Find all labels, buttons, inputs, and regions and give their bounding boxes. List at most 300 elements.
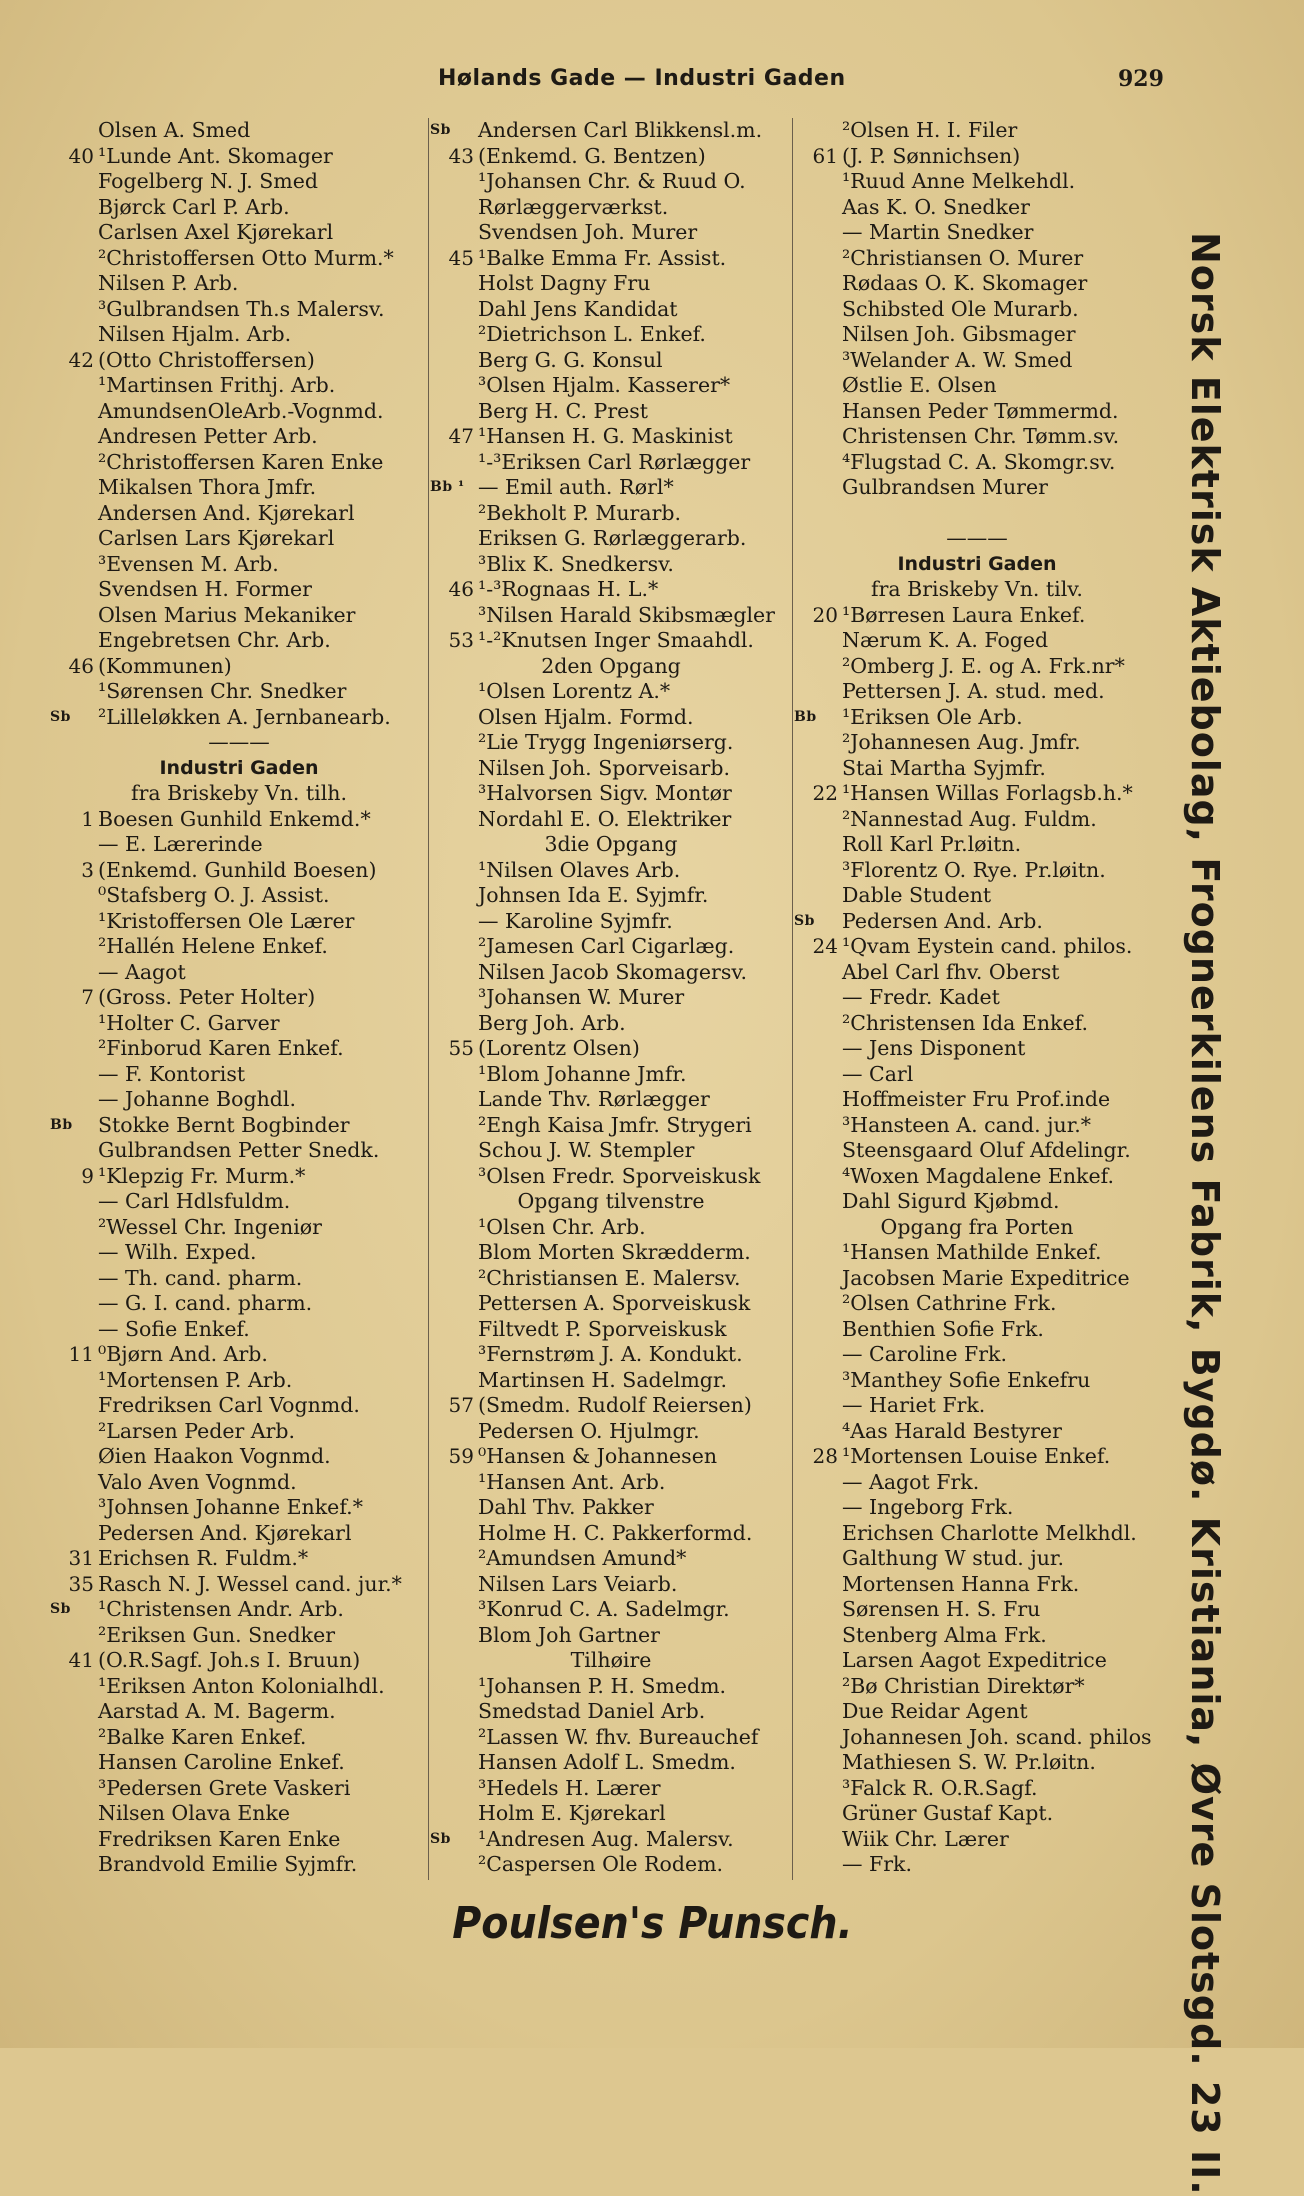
directory-entry bbox=[430, 654, 792, 680]
directory-entry bbox=[430, 1164, 792, 1190]
resident-entry: ²Eriksen Gun. Snedker bbox=[98, 1622, 336, 1647]
section-heading: 2den Opgang bbox=[541, 653, 681, 678]
directory-entry bbox=[50, 501, 428, 527]
resident-entry: — Ingeborg Frk. bbox=[842, 1495, 1014, 1519]
section-heading: ——— bbox=[946, 526, 1008, 550]
house-number: 41 bbox=[68, 1648, 94, 1672]
directory-entry bbox=[794, 220, 1160, 246]
directory-entry bbox=[794, 730, 1160, 756]
house-number: 35 bbox=[68, 1571, 94, 1596]
directory-entry bbox=[430, 322, 792, 348]
resident-entry: Steensgaard Oluf Afdelingr. bbox=[842, 1138, 1131, 1162]
directory-entry bbox=[50, 781, 428, 807]
directory-entry bbox=[430, 781, 792, 807]
resident-entry: Berg G. G. Konsul bbox=[478, 347, 663, 372]
house-number: Bb bbox=[50, 1116, 73, 1133]
directory-entry bbox=[794, 552, 1160, 578]
resident-entry: Pedersen O. Hjulmgr. bbox=[478, 1418, 700, 1443]
directory-entry bbox=[430, 271, 792, 297]
resident-entry: ²Lilleløkken A. Jernbanearb. bbox=[98, 704, 391, 729]
directory-entry bbox=[794, 348, 1160, 374]
directory-entry bbox=[430, 1495, 792, 1521]
resident-entry: ¹Martinsen Frithj. Arb. bbox=[98, 373, 336, 397]
directory-entry bbox=[430, 1419, 792, 1445]
house-number: Sb bbox=[50, 708, 71, 725]
section-heading: Opgang fra Porten bbox=[880, 1214, 1074, 1239]
side-advertisement-text: Norsk Elektrisk Aktiebolag, Frognerkilens Fabrik, Bygdø. Kristiania, Øvre Slotsgd. 23 II. bbox=[1183, 232, 1227, 2196]
resident-entry: — Aagot Frk. bbox=[842, 1469, 980, 1494]
directory-entry bbox=[794, 628, 1160, 654]
directory-entry bbox=[430, 1750, 792, 1776]
directory-entry bbox=[794, 1852, 1160, 1878]
directory-entry bbox=[794, 909, 1160, 935]
directory-entry bbox=[794, 195, 1160, 221]
directory-entry bbox=[430, 552, 792, 578]
directory-entry bbox=[50, 1189, 428, 1215]
resident-entry: ³Fernstrøm J. A. Kondukt. bbox=[478, 1342, 743, 1366]
resident-entry: ²Dietrichson L. Enkef. bbox=[478, 322, 706, 346]
section-heading: fra Briskeby Vn. tilh. bbox=[131, 781, 347, 805]
resident-entry: — Fredr. Kadet bbox=[842, 985, 1000, 1009]
directory-entry bbox=[50, 1750, 428, 1776]
resident-entry: Christensen Chr. Tømm.sv. bbox=[842, 424, 1120, 448]
directory-entry bbox=[50, 373, 428, 399]
directory-entry bbox=[430, 934, 792, 960]
directory-entry bbox=[794, 1342, 1160, 1368]
house-number: 31 bbox=[68, 1546, 94, 1570]
resident-entry: Nilsen Jacob Skomagersv. bbox=[478, 959, 748, 984]
directory-entry bbox=[430, 169, 792, 195]
directory-entry bbox=[794, 1011, 1160, 1037]
directory-entry bbox=[794, 297, 1160, 323]
resident-entry: — Carl Hdlsfuldm. bbox=[98, 1189, 291, 1213]
directory-entry bbox=[794, 1393, 1160, 1419]
resident-entry: ⁴Aas Harald Bestyrer bbox=[842, 1418, 1062, 1443]
resident-entry: — G. I. cand. pharm. bbox=[98, 1291, 313, 1315]
directory-entry bbox=[430, 577, 792, 603]
directory-entry bbox=[794, 1623, 1160, 1649]
directory-entry bbox=[794, 1750, 1160, 1776]
directory-entry bbox=[430, 832, 792, 858]
directory-entry bbox=[794, 526, 1160, 552]
directory-entry bbox=[794, 1776, 1160, 1802]
resident-entry: ²Balke Karen Enkef. bbox=[98, 1724, 307, 1749]
resident-entry: ⁴Flugstad C. A. Skomgr.sv. bbox=[842, 449, 1116, 474]
resident-entry: ⁰Stafsberg O. J. Assist. bbox=[98, 883, 330, 907]
resident-entry: Erichsen R. Fuldm.* bbox=[98, 1546, 309, 1570]
running-title: Hølands Gade — Industri Gaden bbox=[438, 66, 846, 91]
directory-entry bbox=[430, 1699, 792, 1725]
resident-entry: ²Christoffersen Otto Murm.* bbox=[98, 245, 394, 270]
resident-entry: ¹-³Eriksen Carl Rørlægger bbox=[478, 449, 751, 474]
directory-entry bbox=[50, 705, 428, 731]
resident-entry: ³Halvorsen Sigv. Montør bbox=[478, 781, 732, 805]
directory-entry bbox=[794, 960, 1160, 986]
directory-entry bbox=[794, 603, 1160, 629]
house-number: 1 bbox=[81, 806, 94, 831]
resident-entry: ¹Hansen Ant. Arb. bbox=[478, 1469, 666, 1494]
resident-entry: Johannesen Joh. scand. philos bbox=[842, 1724, 1152, 1749]
directory-entry bbox=[430, 1572, 792, 1598]
directory-entry bbox=[50, 883, 428, 909]
directory-entry bbox=[430, 118, 792, 144]
house-number: Sb bbox=[430, 122, 451, 138]
section-heading: fra Briskeby Vn. tilv. bbox=[871, 577, 1083, 601]
directory-entry bbox=[50, 246, 428, 272]
directory-entry bbox=[430, 705, 792, 731]
resident-entry: ¹Eriksen Anton Kolonialhdl. bbox=[98, 1673, 385, 1698]
resident-entry: ²Christensen Ida Enkef. bbox=[842, 1010, 1088, 1035]
resident-entry: ¹Børresen Laura Enkef. bbox=[842, 602, 1086, 627]
footer-advertisement-text: Poulsen's Punsch. bbox=[451, 1898, 853, 1949]
resident-entry: — Karoline Syjmfr. bbox=[478, 908, 673, 933]
directory-entry bbox=[50, 1827, 428, 1853]
directory-entry bbox=[794, 1801, 1160, 1827]
directory-entry bbox=[430, 1036, 792, 1062]
directory-entry bbox=[430, 1291, 792, 1317]
directory-entry bbox=[794, 424, 1160, 450]
resident-entry: ³Gulbrandsen Th.s Malersv. bbox=[98, 296, 385, 321]
directory-entry bbox=[50, 399, 428, 425]
resident-entry: ²Lie Trygg Ingeniørserg. bbox=[478, 730, 734, 754]
resident-entry: ²Engh Kaisa Jmfr. Strygeri bbox=[478, 1112, 752, 1137]
house-number: 61 bbox=[812, 143, 838, 168]
resident-entry: ²Lassen W. fhv. Bureauchef bbox=[478, 1724, 759, 1749]
resident-entry: ¹-³Rognaas H. L.* bbox=[478, 577, 659, 601]
resident-entry: ²Jamesen Carl Cigarlæg. bbox=[478, 934, 735, 958]
resident-entry: Hansen Peder Tømmermd. bbox=[842, 398, 1119, 423]
directory-entry bbox=[794, 1036, 1160, 1062]
directory-entry bbox=[50, 1419, 428, 1445]
directory-entry bbox=[50, 1317, 428, 1343]
directory-entry bbox=[794, 1215, 1160, 1241]
resident-entry: ⁴Woxen Magdalene Enkef. bbox=[842, 1163, 1114, 1188]
resident-entry: ³Nilsen Harald Skibsmægler bbox=[478, 602, 775, 627]
house-number: 46 bbox=[68, 653, 94, 678]
directory-entry bbox=[50, 297, 428, 323]
house-number: Bb ¹ bbox=[430, 479, 465, 495]
resident-entry: Boesen Gunhild Enkemd.* bbox=[98, 806, 371, 831]
directory-entry bbox=[794, 118, 1160, 144]
resident-entry: Brandvold Emilie Syjmfr. bbox=[98, 1852, 358, 1876]
directory-entry bbox=[794, 858, 1160, 884]
resident-entry: Nærum K. A. Foged bbox=[842, 628, 1049, 652]
directory-entry bbox=[794, 1240, 1160, 1266]
resident-entry: Wiik Chr. Lærer bbox=[842, 1826, 1009, 1851]
resident-entry: Fogelberg N. J. Smed bbox=[98, 169, 319, 193]
directory-entry bbox=[794, 577, 1160, 603]
house-number: 20 bbox=[812, 602, 838, 627]
column-3 bbox=[794, 118, 1160, 1878]
directory-entry bbox=[50, 1648, 428, 1674]
resident-entry: ¹Balke Emma Fr. Assist. bbox=[478, 245, 727, 270]
resident-entry: Hansen Caroline Enkef. bbox=[98, 1750, 345, 1774]
directory-entry bbox=[50, 1164, 428, 1190]
resident-entry: ³Olsen Hjalm. Kasserer* bbox=[478, 373, 731, 397]
resident-entry: Benthien Sofie Frk. bbox=[842, 1316, 1044, 1341]
directory-entry bbox=[430, 501, 792, 527]
resident-entry: ⁰Bjørn And. Arb. bbox=[98, 1342, 268, 1366]
resident-entry: Valo Aven Vognmd. bbox=[98, 1469, 297, 1494]
house-number: 7 bbox=[81, 985, 94, 1009]
directory-entry bbox=[50, 1011, 428, 1037]
resident-entry: ²Caspersen Ole Rodem. bbox=[478, 1852, 724, 1876]
house-number: 47 bbox=[448, 424, 474, 448]
resident-entry: (Enkemd. Gunhild Boesen) bbox=[98, 857, 377, 882]
resident-entry: — Caroline Frk. bbox=[842, 1342, 1007, 1366]
resident-entry: Svendsen Joh. Murer bbox=[478, 220, 698, 244]
directory-entry bbox=[430, 373, 792, 399]
directory-entry bbox=[50, 1062, 428, 1088]
directory-entry bbox=[794, 373, 1160, 399]
directory-entry bbox=[430, 1444, 792, 1470]
resident-entry: ¹Mortensen Louise Enkef. bbox=[842, 1444, 1111, 1468]
column-divider bbox=[792, 118, 793, 1880]
directory-entry bbox=[430, 1317, 792, 1343]
resident-entry: Pettersen A. Sporveiskusk bbox=[478, 1291, 751, 1315]
directory-entry bbox=[50, 1495, 428, 1521]
resident-entry: Sørensen H. S. Fru bbox=[842, 1597, 1041, 1621]
resident-entry: Aarstad A. M. Bagerm. bbox=[98, 1699, 336, 1723]
resident-entry: Rødaas O. K. Skomager bbox=[842, 271, 1088, 295]
directory-entry bbox=[50, 858, 428, 884]
directory-entry bbox=[794, 1699, 1160, 1725]
directory-entry bbox=[430, 1725, 792, 1751]
directory-entry bbox=[430, 985, 792, 1011]
directory-entry bbox=[430, 1674, 792, 1700]
directory-entry bbox=[794, 1572, 1160, 1598]
resident-entry: Martinsen H. Sadelmgr. bbox=[478, 1367, 727, 1392]
resident-entry: Eriksen G. Rørlæggerarb. bbox=[478, 526, 747, 550]
resident-entry: Mikalsen Thora Jmfr. bbox=[98, 475, 317, 499]
directory-entry bbox=[50, 1470, 428, 1496]
house-number: Sb bbox=[50, 1601, 71, 1617]
directory-entry bbox=[50, 195, 428, 221]
directory-entry bbox=[50, 1368, 428, 1394]
directory-entry bbox=[430, 1215, 792, 1241]
directory-entry bbox=[430, 297, 792, 323]
directory-entry bbox=[50, 577, 428, 603]
directory-entry bbox=[50, 271, 428, 297]
resident-entry: ¹Holter C. Garver bbox=[98, 1010, 280, 1035]
side-advertisement bbox=[1170, 232, 1240, 2196]
directory-entry bbox=[50, 1699, 428, 1725]
page-number: 929 bbox=[1118, 66, 1164, 92]
directory-entry bbox=[50, 475, 428, 501]
directory-entry bbox=[430, 1062, 792, 1088]
resident-entry: ³Pedersen Grete Vaskeri bbox=[98, 1775, 351, 1800]
resident-entry: Mortensen Hanna Frk. bbox=[842, 1571, 1080, 1596]
directory-entry bbox=[430, 1546, 792, 1572]
directory-entry bbox=[430, 628, 792, 654]
resident-entry: ¹Olsen Chr. Arb. bbox=[478, 1214, 646, 1239]
resident-entry: — Th. cand. pharm. bbox=[98, 1265, 303, 1290]
house-number: Sb bbox=[430, 1830, 451, 1847]
directory-entry bbox=[794, 1368, 1160, 1394]
resident-entry: Fredriksen Karen Enke bbox=[98, 1826, 341, 1851]
directory-entry bbox=[50, 1342, 428, 1368]
resident-entry: Andersen Carl Blikkensl.m. bbox=[478, 118, 763, 142]
resident-entry: ²Finborud Karen Enkef. bbox=[98, 1036, 344, 1060]
resident-entry: ²Christiansen E. Malersv. bbox=[478, 1265, 741, 1290]
resident-entry: (Smedm. Rudolf Reiersen) bbox=[478, 1393, 752, 1417]
resident-entry: ²Olsen H. I. Filer bbox=[842, 118, 1018, 142]
resident-entry: Abel Carl fhv. Oberst bbox=[842, 959, 1060, 984]
resident-entry: ³Hedels H. Lærer bbox=[478, 1775, 661, 1800]
directory-entry bbox=[50, 1240, 428, 1266]
directory-entry bbox=[50, 1801, 428, 1827]
resident-entry: ¹Johansen Chr. & Ruud O. bbox=[478, 169, 746, 193]
resident-entry: ²Christiansen O. Murer bbox=[842, 245, 1084, 270]
directory-entry bbox=[430, 246, 792, 272]
resident-entry: ¹Olsen Lorentz A.* bbox=[478, 679, 671, 703]
directory-entry bbox=[794, 1138, 1160, 1164]
resident-entry: ³Johansen W. Murer bbox=[478, 985, 685, 1009]
resident-entry: ³Welander A. W. Smed bbox=[842, 347, 1073, 372]
directory-entry bbox=[794, 1419, 1160, 1445]
resident-entry: ¹Andresen Aug. Malersv. bbox=[478, 1826, 734, 1851]
directory-entry bbox=[50, 603, 428, 629]
resident-entry: Carlsen Lars Kjørekarl bbox=[98, 526, 335, 550]
resident-entry: Mathiesen S. W. Pr.løitn. bbox=[842, 1750, 1096, 1774]
directory-entry bbox=[794, 1113, 1160, 1139]
resident-entry: Johnsen Ida E. Syjmfr. bbox=[478, 883, 709, 907]
directory-entry bbox=[794, 1470, 1160, 1496]
resident-entry: Nilsen P. Arb. bbox=[98, 271, 239, 295]
directory-entry bbox=[794, 271, 1160, 297]
resident-entry: ¹Kristoffersen Ole Lærer bbox=[98, 908, 355, 933]
directory-entry bbox=[430, 807, 792, 833]
section-heading: 3die Opgang bbox=[544, 832, 678, 856]
resident-entry: ¹Hansen Mathilde Enkef. bbox=[842, 1240, 1102, 1264]
resident-entry: ²Bø Christian Direktør* bbox=[842, 1673, 1085, 1698]
directory-entry bbox=[50, 985, 428, 1011]
house-number: 59 bbox=[448, 1444, 474, 1468]
directory-entry bbox=[430, 526, 792, 552]
resident-entry: Grüner Gustaf Kapt. bbox=[842, 1801, 1054, 1825]
directory-entry bbox=[430, 1266, 792, 1292]
resident-entry: — Emil auth. Rørl* bbox=[478, 475, 674, 499]
resident-entry: ³Falck R. O.R.Sagf. bbox=[842, 1775, 1038, 1800]
resident-entry: Carlsen Axel Kjørekarl bbox=[98, 220, 334, 244]
resident-entry: Holm E. Kjørekarl bbox=[478, 1801, 666, 1825]
resident-entry: ³Manthey Sofie Enkefru bbox=[842, 1367, 1091, 1392]
directory-entry bbox=[794, 985, 1160, 1011]
resident-entry: — E. Lærerinde bbox=[98, 832, 263, 856]
directory-entry bbox=[794, 1317, 1160, 1343]
resident-entry: Smedstad Daniel Arb. bbox=[478, 1699, 706, 1723]
resident-entry: Rasch N. J. Wessel cand. jur.* bbox=[98, 1571, 402, 1596]
directory-entry bbox=[50, 1087, 428, 1113]
house-number: 3 bbox=[81, 857, 94, 882]
resident-entry: Berg H. C. Prest bbox=[478, 398, 649, 423]
resident-entry: ³Evensen M. Arb. bbox=[98, 551, 279, 576]
resident-entry: Schibsted Ole Murarb. bbox=[842, 296, 1079, 321]
resident-entry: Nordahl E. O. Elektriker bbox=[478, 806, 732, 831]
directory-entry bbox=[50, 1036, 428, 1062]
page-header bbox=[0, 66, 1304, 106]
directory-entry bbox=[50, 552, 428, 578]
directory-entry bbox=[430, 1189, 792, 1215]
resident-entry: (Lorentz Olsen) bbox=[478, 1036, 640, 1060]
resident-entry: Stokke Bernt Bogbinder bbox=[98, 1112, 350, 1137]
column-2 bbox=[430, 118, 792, 1878]
directory-entry bbox=[50, 1623, 428, 1649]
directory-entry bbox=[50, 220, 428, 246]
resident-entry: Andersen And. Kjørekarl bbox=[98, 500, 355, 525]
directory-entry bbox=[430, 603, 792, 629]
directory-entry bbox=[430, 1368, 792, 1394]
directory-entry bbox=[430, 1342, 792, 1368]
directory-entry bbox=[794, 807, 1160, 833]
resident-entry: Roll Karl Pr.løitn. bbox=[842, 832, 1022, 856]
resident-entry: — Frk. bbox=[842, 1852, 912, 1876]
resident-entry: Olsen A. Smed bbox=[98, 118, 251, 142]
resident-entry: ³Hansteen A. cand. jur.* bbox=[842, 1112, 1092, 1137]
house-number: 55 bbox=[448, 1036, 474, 1060]
directory-entry bbox=[50, 654, 428, 680]
resident-entry: Aas K. O. Snedker bbox=[842, 194, 1030, 219]
resident-entry: — Hariet Frk. bbox=[842, 1393, 986, 1417]
directory-entry bbox=[794, 1189, 1160, 1215]
house-number: 45 bbox=[448, 245, 474, 270]
directory-entry bbox=[50, 628, 428, 654]
directory-entry bbox=[430, 1393, 792, 1419]
resident-entry: ¹Hansen H. G. Maskinist bbox=[478, 424, 733, 448]
resident-entry: ³Olsen Fredr. Sporveiskusk bbox=[478, 1163, 761, 1188]
resident-entry: — Sofie Enkef. bbox=[98, 1316, 250, 1341]
resident-entry: Nilsen Olava Enke bbox=[98, 1801, 291, 1825]
resident-entry: ³Johnsen Johanne Enkef.* bbox=[98, 1495, 363, 1519]
directory-entry bbox=[794, 679, 1160, 705]
resident-entry: ¹Sørensen Chr. Snedker bbox=[98, 679, 347, 703]
column-1 bbox=[50, 118, 428, 1878]
resident-entry: Fredriksen Carl Vognmd. bbox=[98, 1393, 360, 1417]
directory-entry bbox=[794, 399, 1160, 425]
directory-entry bbox=[430, 1623, 792, 1649]
footer-advertisement bbox=[0, 1898, 1304, 1949]
house-number: 24 bbox=[812, 934, 838, 958]
resident-entry: ¹Qvam Eystein cand. philos. bbox=[842, 934, 1133, 958]
directory-entry bbox=[794, 832, 1160, 858]
section-heading: Opgang tilvenstre bbox=[517, 1189, 705, 1213]
directory-entry bbox=[430, 756, 792, 782]
directory-entry bbox=[794, 475, 1160, 501]
directory-entry bbox=[50, 118, 428, 144]
directory-entry bbox=[430, 1852, 792, 1878]
resident-entry: ¹Lunde Ant. Skomager bbox=[98, 143, 333, 168]
house-number: 43 bbox=[448, 143, 474, 168]
directory-entry bbox=[50, 1852, 428, 1878]
resident-entry: ¹Eriksen Ole Arb. bbox=[842, 704, 1023, 729]
directory-entry bbox=[794, 169, 1160, 195]
directory-entry bbox=[430, 1827, 792, 1853]
directory-entry bbox=[794, 1291, 1160, 1317]
resident-entry: ¹Ruud Anne Melkehdl. bbox=[842, 169, 1076, 193]
directory-entry bbox=[50, 1572, 428, 1598]
resident-entry: ²Wessel Chr. Ingeniør bbox=[98, 1214, 322, 1239]
directory-entry bbox=[50, 1444, 428, 1470]
house-number: 28 bbox=[812, 1444, 838, 1468]
resident-entry: Dahl Jens Kandidat bbox=[478, 296, 678, 321]
directory-entry bbox=[50, 730, 428, 756]
directory-entry bbox=[430, 858, 792, 884]
directory-entry bbox=[794, 1495, 1160, 1521]
directory-entry bbox=[50, 348, 428, 374]
resident-entry: ²Olsen Cathrine Frk. bbox=[842, 1291, 1057, 1315]
resident-entry: Holme H. C. Pakkerformd. bbox=[478, 1520, 753, 1545]
resident-entry: Andresen Petter Arb. bbox=[98, 424, 318, 448]
